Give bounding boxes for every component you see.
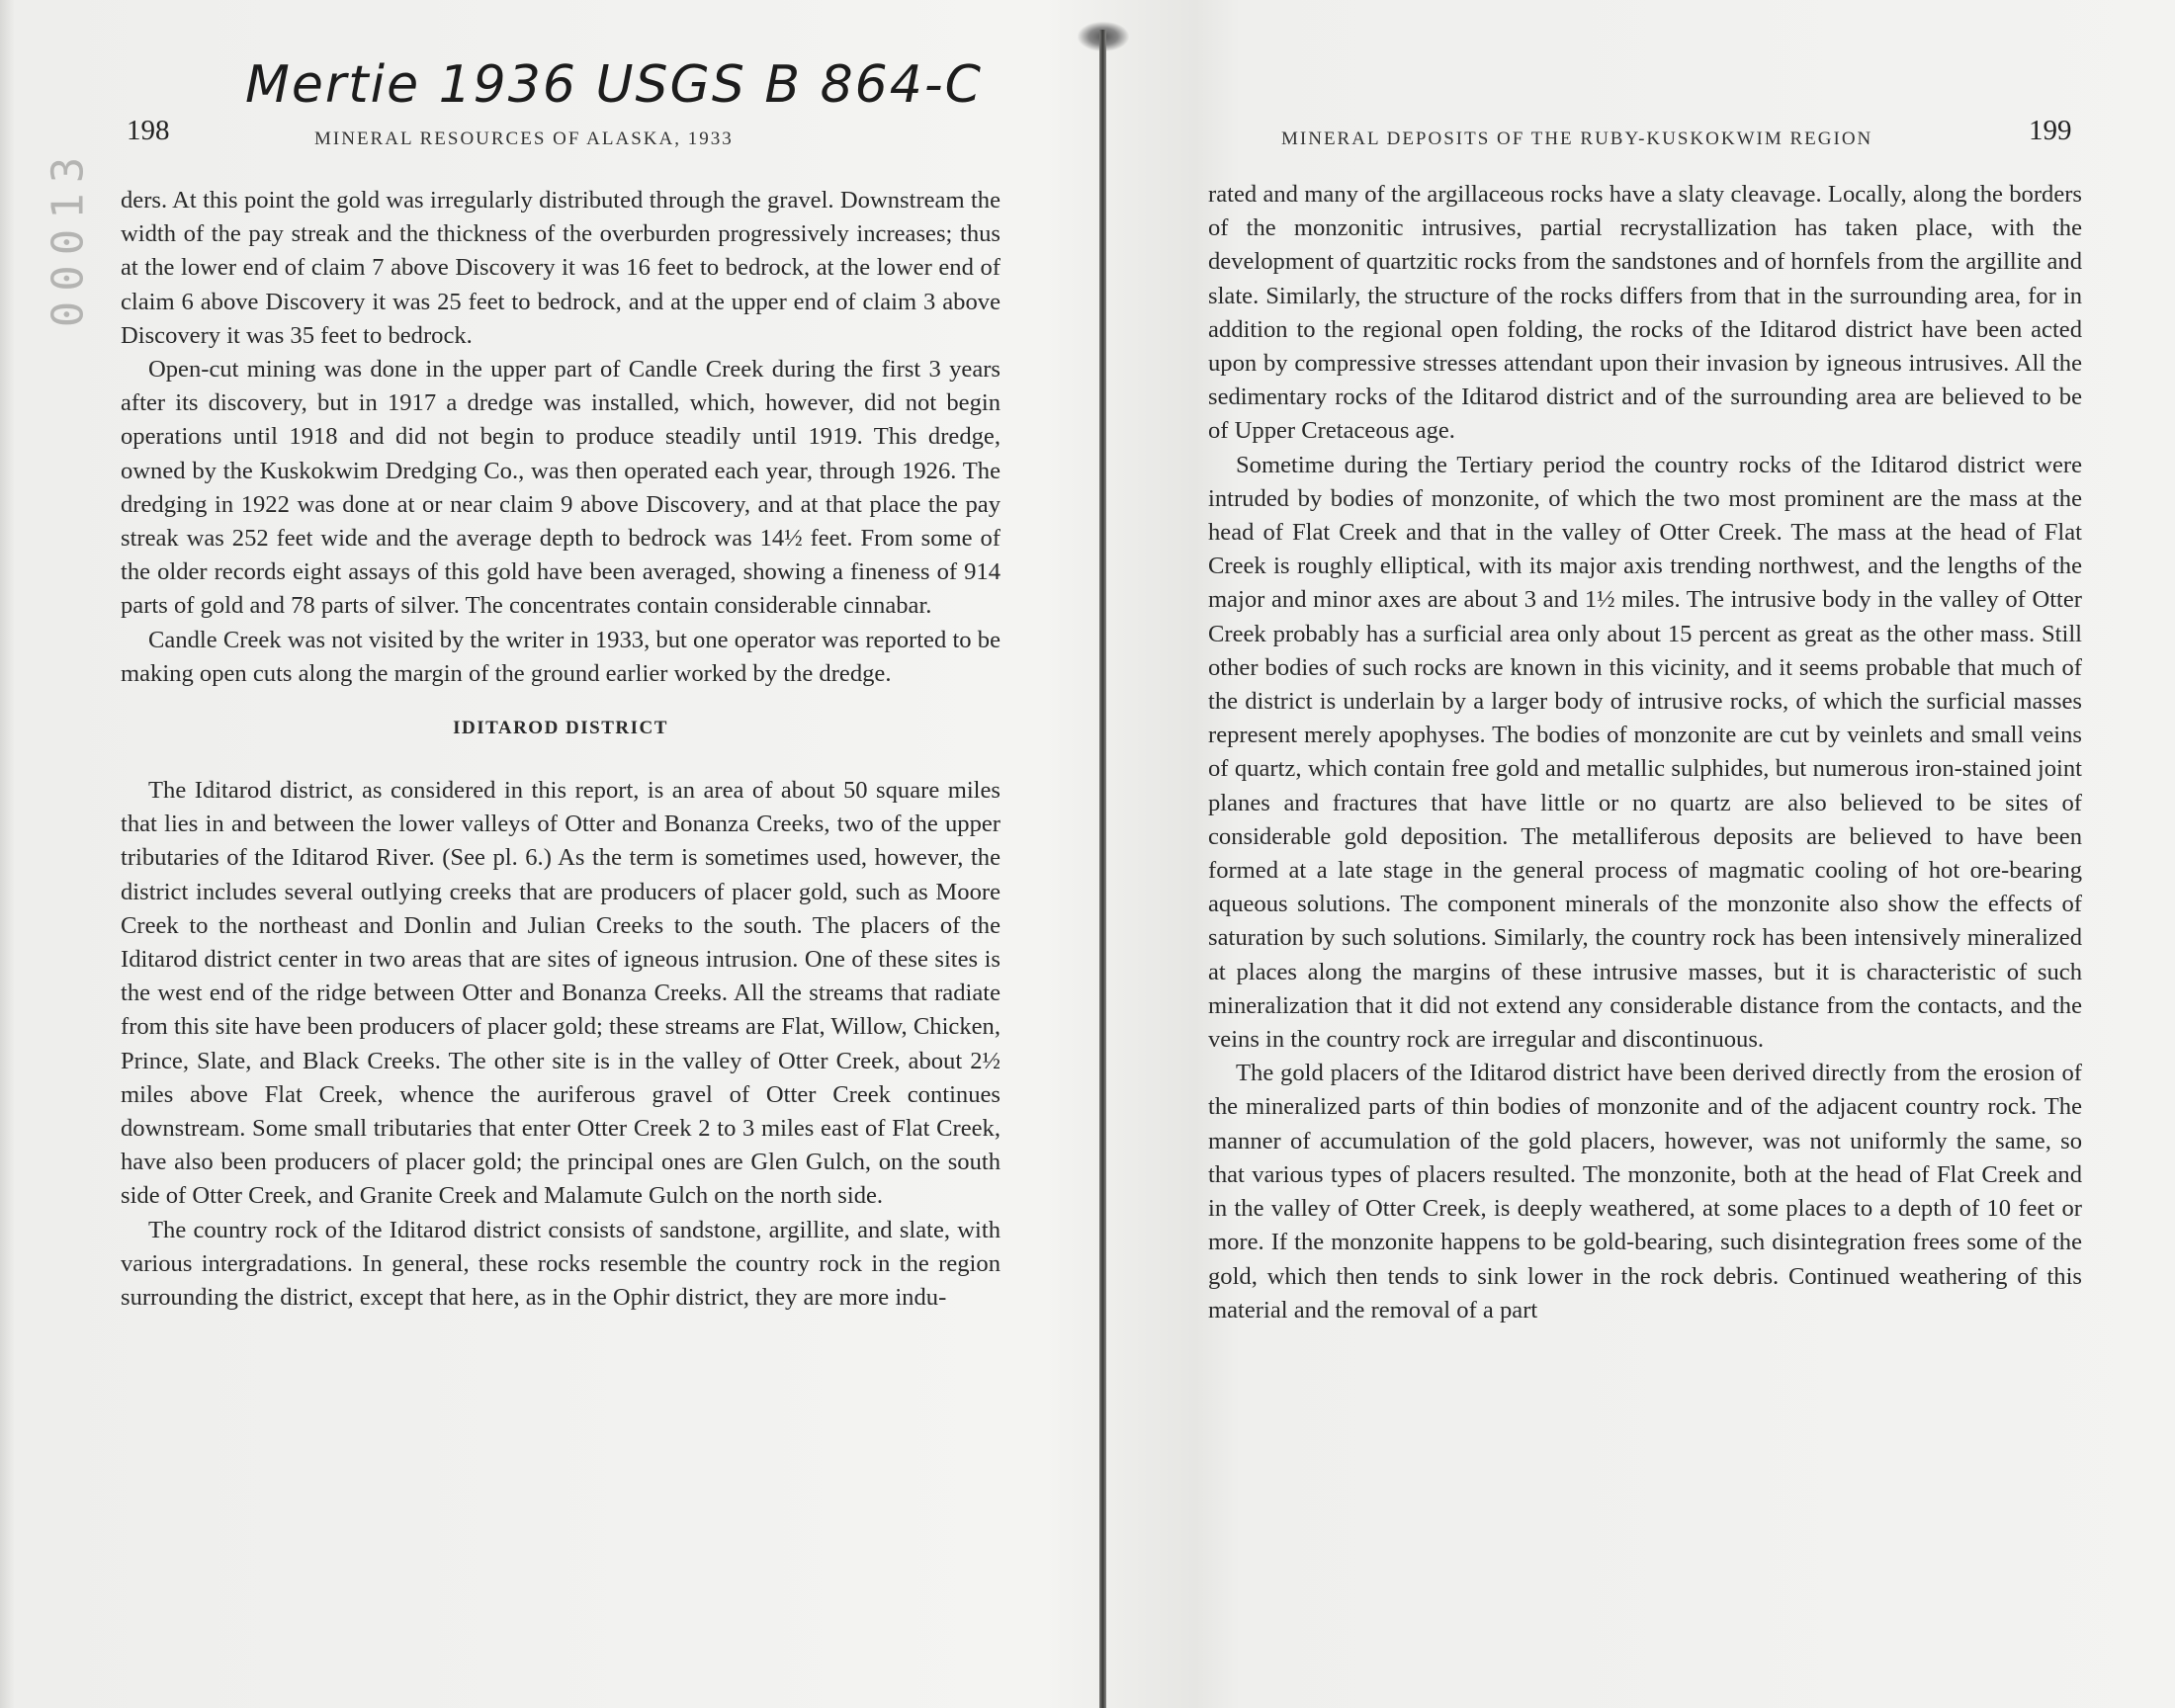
paragraph: rated and many of the argillaceous rocks have a slaty cleavage. Locally, along the borders of the monzonitic intrusives, partial recrystallization has taken place, with the development of quartzitic rocks from the sandstones and of hornfels from the argillite and slate. Similarly, the structure of the rocks differs from that in the surrounding area, for in addition to the regional open folding, the rocks of the Iditarod district have been acted upon by compressive stresses attendant upon their invasion by igneous intrusives. All the sedimentary rocks of the Iditarod district and of the surrounding area are believed to be of Upper Cretaceous age. [1208,181,2082,445]
book-gutter [1099,30,1106,1708]
paragraph: The gold placers of the Iditarod district have been derived directly from the erosion of the mineralized parts of thin bodies of monzonite and of the adjacent country rock. The manner of accumulation of the gold placers, however, was not uniformly the same, so that various types of placers resulted. The monzonite, both at the head of Flat Creek and in the valley of Otter Creek, is deeply weathered, at some places to a depth of 10 feet or more. If the monzonite happens to be gold-bearing, such disintegration frees some of the gold, which then tends to sink lower in the rock debris. Continued weathering of this material and the removal of a part [1208,1060,2082,1324]
paragraph: ders. At this point the gold was irregularly distributed through the gravel. Downstream the width of the pay streak and the thickness of the overburden progressively increases; thus at the lower end of claim 7 above Discovery it was 16 feet to bedrock, at the lower end of claim 6 above Discovery it was 25 feet to bedrock, and at the upper end of claim 3 above Discovery it was 35 feet to bedrock. [121,187,1000,349]
paragraph: The Iditarod district, as considered in this report, is an area of about 50 square miles that lies in and between the lower valleys of Otter and Bonanza Creeks, two of the upper tributaries of the Iditarod River. (See pl. 6.) As the term is sometimes used, however, the district includes several outlying creeks that are producers of placer gold, such as Moore Creek to the northeast and Donlin and Julian Creeks to the south. The placers of the Iditarod district center in two areas that are sites of igneous intrusion. One of these sites is the west end of the ridge between Otter and Bonanza Creeks. All the streams that radiate from this site have been producers of placer gold; these streams are Flat, Willow, Chicken, Prince, Slate, and Black Creeks. The other site is in the valley of Otter Creek, about 2½ miles above Flat Creek, whence the auriferous gravel of Otter Creek continues downstream. Some small tributaries that enter Otter Creek 2 to 3 miles east of Flat Creek, have also been producers of placer gold; the principal ones are Glen Gulch, on the south side of Otter Creek, and Granite Creek and Malamute Gulch on the north side. [121,777,1000,1210]
archive-stamp [34,138,103,336]
paragraph: The country rock of the Iditarod district consists of sandstone, argillite, and slate, with various intergradations. In general, these rocks resemble the country rock in the region surrounding the district, except that here, as in the Ophir district, they are more indu- [121,1216,1000,1312]
left-page-body [121,184,1000,1315]
stamp-number: 00013 [43,146,94,328]
right-running-head: MINERAL DEPOSITS OF THE RUBY-KUSKOKWIM REGION [1281,128,1873,149]
right-page-number: 199 [2029,115,2072,146]
left-page-number: 198 [127,115,170,146]
paragraph: Open-cut mining was done in the upper part of Candle Creek during the first 3 years after its discovery, but in 1917 a dredge was installed, which, however, did not begin operations until 1918 and did not begin to produce steadily until 1919. This dredge, owned by the Kuskokwim Dredging Co., was then operated each year, through 1926. The dredging in 1922 was done at or near claim 9 above Discovery, and at that place the pay streak was 252 feet wide and the average depth to bedrock was 14½ feet. From some of the older records eight assays of this gold have been averaged, showing a fineness of 914 parts of gold and 78 parts of silver. The concentrates contain considerable cinnabar. [121,356,1000,620]
page-edge [0,0,14,1708]
right-page-body [1208,178,2082,1327]
left-running-head: MINERAL RESOURCES OF ALASKA, 1933 [314,128,734,149]
paragraph: Candle Creek was not visited by the writer in 1933, but one operator was reported to be making open cuts along the margin of the ground earlier worked by the dredge. [121,626,1000,687]
paragraph: Sometime during the Tertiary period the country rocks of the Iditarod district were intruded by bodies of monzonite, of which the two most prominent are the mass at the head of Flat Creek and that in the valley of Otter Creek. The mass at the head of Flat Creek is roughly elliptical, with its major axis trending northwest, and the lengths of the major and minor axes are about 3 and 1½ miles. The intrusive body in the valley of Otter Creek probably has a surficial area only about 15 percent as great as the other mass. Still other bodies of such rocks are known in this vicinity, and it seems probable that much of the district is underlain by a larger body of intrusive rocks, of which the surficial masses represent merely apophyses. The bodies of monzonite are cut by veinlets and small veins of quartz, which contain free gold and metallic sulphides, but numerous iron-stained joint planes and fractures that have little or no quartz are also believed to be sites of considerable gold deposition. The metalliferous deposits are believed to have been formed at a late stage in the general process of magmatic cooling of hot ore-bearing aqueous solutions. The component minerals of the monzonite also show the effects of saturation by such solutions. Similarly, the country rock has been intensively mineralized at places along the margins of these intrusive masses, but it is characteristic of such mineralization that it did not extend any considerable distance from the contacts, and the veins in the country rock are irregular and discontinuous. [1208,451,2082,1054]
section-heading: IDITAROD DISTRICT [453,718,668,739]
handwritten-annotation: Mertie 1936 USGS B 864-C [245,55,983,115]
